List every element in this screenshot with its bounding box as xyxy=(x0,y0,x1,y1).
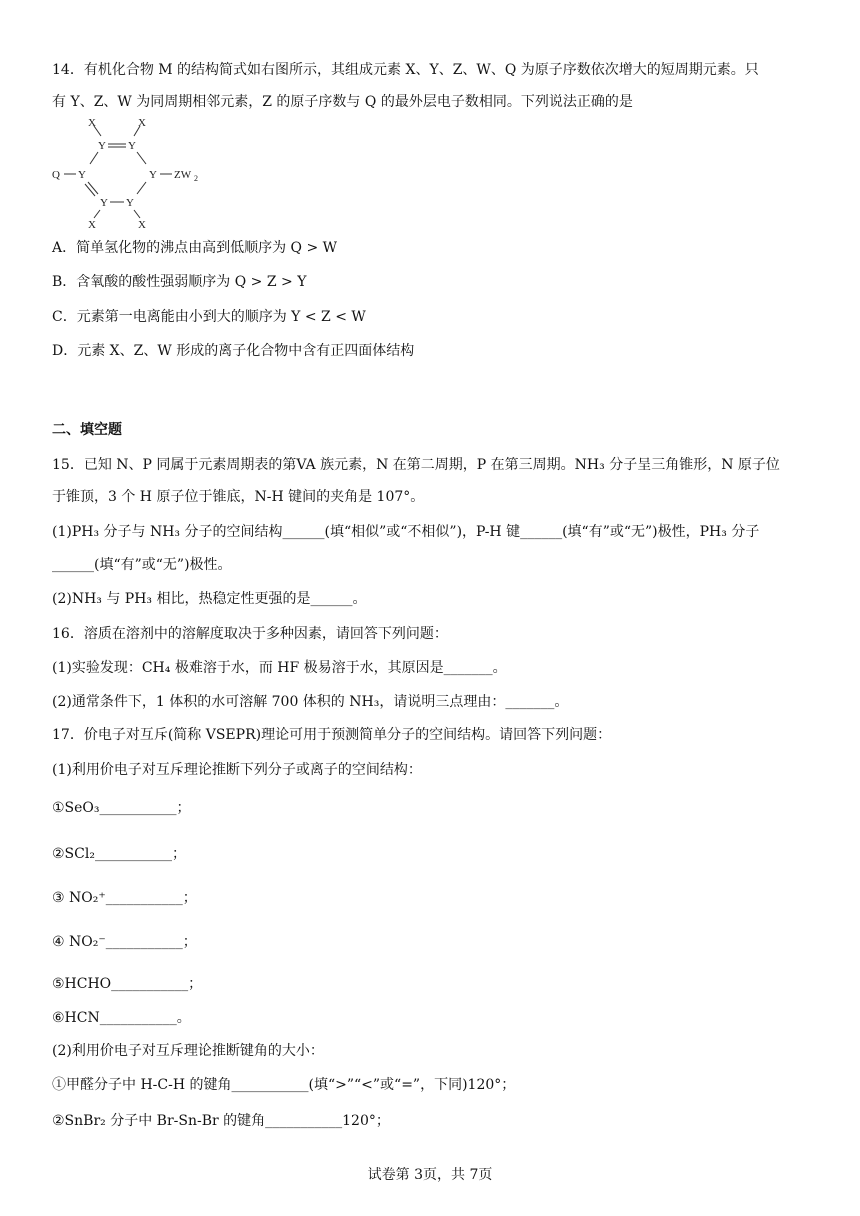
atom-x: X xyxy=(138,219,146,231)
atom-zw: ZW xyxy=(174,169,192,181)
atom-x: X xyxy=(88,219,96,231)
q15-part2: (2)NH₃ 与 PH₃ 相比，热稳定性更强的是______。 xyxy=(52,591,367,607)
q17-sub2: ②SnBr₂ 分子中 Br-Sn-Br 的键角___________120°； xyxy=(52,1113,390,1129)
atom-y: Y xyxy=(149,169,157,181)
q17-part2: (2)利用价电子对互斥理论推断键角的大小： xyxy=(52,1043,324,1059)
q17-item: ③ NO₂⁺___________； xyxy=(52,890,197,906)
atom-y: Y xyxy=(98,140,106,152)
q15-part1-line1: (1)PH₃ 分子与 NH₃ 分子的空间结构______(填“相似”或“不相似”)，P-H 键______(填“有”或“无”)极性，PH₃ 分子 xyxy=(52,524,760,540)
atom-y: Y xyxy=(126,197,134,209)
bond xyxy=(137,152,146,164)
q17-part1: (1)利用价电子对互斥理论推断下列分子或离子的空间结构： xyxy=(52,762,422,778)
q17-sub1: ①甲醛分子中 H-C-H 的键角___________(填“>”“<”或“=”，下同)120°； xyxy=(52,1077,516,1093)
atom-x: X xyxy=(138,117,146,129)
q15-part1-line2: ______(填“有”或“无”)极性。 xyxy=(52,557,232,573)
bond xyxy=(137,182,146,194)
q14-line1: 14．有机化合物 M 的结构简式如右图所示，其组成元素 X、Y、Z、W、Q 为原子序数依次增大的短周期元素。只 xyxy=(52,62,759,78)
q17-item: ⑤HCHO___________； xyxy=(52,976,203,992)
q17-line1: 17．价电子对互斥(简称 VSEPR)理论可用于预测简单分子的空间结构。请回答下列问题： xyxy=(52,727,612,743)
atom-y: Y xyxy=(78,169,86,181)
q17-item: ②SCl₂___________； xyxy=(52,846,186,862)
bond xyxy=(94,210,100,218)
q14-option-a: A．简单氢化物的沸点由高到低顺序为 Q > W xyxy=(52,240,338,256)
q16-line1: 16．溶质在溶剂中的溶解度取决于多种因素，请回答下列问题： xyxy=(52,626,448,642)
q15-line1: 15．已知 N、P 同属于元素周期表的第VA 族元素，N 在第二周期，P 在第三周期。NH₃ 分子呈三角锥形，N 原子位 xyxy=(52,457,780,473)
q14-line2: 有 Y、Z、W 为同周期相邻元素，Z 的原子序数与 Q 的最外层电子数相同。下列说法正确的是 xyxy=(52,94,633,110)
page-footer: 试卷第 3页，共 7页 xyxy=(367,1167,493,1183)
q17-item: ①SeO₃___________； xyxy=(52,800,191,816)
q14-option-b: B．含氧酸的酸性强弱顺序为 Q > Z > Y xyxy=(52,274,307,290)
bond xyxy=(85,184,95,196)
q17-item: ⑥HCN___________。 xyxy=(52,1010,191,1026)
atom-y: Y xyxy=(128,140,136,152)
q16-part1: (1)实验发现：CH₄ 极难溶于水，而 HF 极易溶于水，其原因是_______。 xyxy=(52,660,507,676)
atom-x: X xyxy=(88,117,96,129)
q14-option-c: C．元素第一电离能由小到大的顺序为 Y < Z < W xyxy=(52,309,366,325)
q15-line2: 于锥顶，3 个 H 原子位于锥底，N-H 键间的夹角是 107°。 xyxy=(52,489,425,505)
atom-y: Y xyxy=(100,197,108,209)
q16-part2: (2)通常条件下，1 体积的水可溶解 700 体积的 NH₃，请说明三点理由：_______。 xyxy=(52,694,569,710)
bond xyxy=(90,152,98,164)
q14-option-d: D．元素 X、Z、W 形成的离子化合物中含有正四面体结构 xyxy=(52,343,415,359)
atom-q: Q xyxy=(52,169,60,181)
section-title: 二、填空题 xyxy=(52,422,122,438)
q17-item: ④ NO₂⁻___________； xyxy=(52,934,197,950)
bond xyxy=(88,182,98,194)
bond xyxy=(134,210,140,218)
atom-zw-subscript: 2 xyxy=(194,174,198,183)
structure-diagram xyxy=(48,116,218,236)
